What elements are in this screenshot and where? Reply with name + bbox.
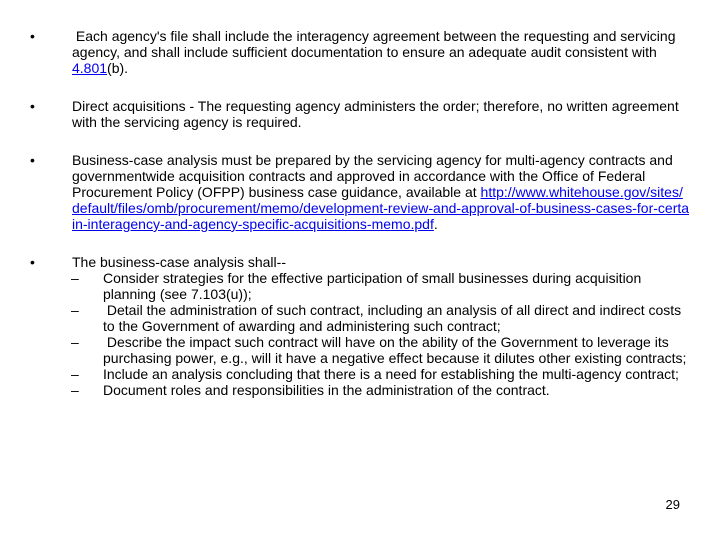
omb-memo-link[interactable]: http://www.whitehouse.gov/sites/default/files/omb/procurement/memo/development-review-and-approval-of-business-cases-for-certain-interagency-and-agency-specific-acquisitions-memo.pdf <box>72 184 690 232</box>
sub-item: – Consider strategies for the effective participation of small businesses during acquisition planning (see 7.103(u)); <box>71 270 642 302</box>
dash-marker: – <box>71 382 79 398</box>
bullet-marker: • <box>30 28 35 44</box>
bullet-direct-acquisitions <box>30 98 690 130</box>
bullet-marker: • <box>30 254 35 270</box>
sub-item: – Describe the impact such contract will have on the ability of the Government to leverage its purchasing power, e.g., will it have a negative effect because it dilutes other existing contracts; <box>71 334 687 366</box>
bullet-text: Direct acquisitions - The requesting agency administers the order; therefore, no written agreement with the servicing agency is required. <box>72 98 679 130</box>
bullet-text: Each agency's file shall include the interagency agreement between the requesting and servicing agency, and shall include sufficient documentation to ensure an adequate audit consistent with 4.801(b). <box>72 28 676 76</box>
bullet-intro: The business-case analysis shall-- <box>72 254 286 270</box>
sub-item: – Document roles and responsibilities in the administration of the contract. <box>71 382 550 398</box>
far-4-801-link[interactable]: 4.801 <box>72 60 108 76</box>
bullet-marker: • <box>30 98 35 114</box>
bullet-business-case <box>30 152 690 232</box>
bullet-analysis-requirements <box>30 254 690 398</box>
page-number: 29 <box>665 497 680 512</box>
dash-marker: – <box>71 334 79 350</box>
bullet-text: Business-case analysis must be prepared by the servicing agency for multi-agency contracts and governmentwide acquisition contracts and approved in accordance with the Office of Federal Procurement Policy (OFPP) business case guidance, available at http://www.whitehouse.gov/sites/default/files/omb/procurement/memo/development-review-and-approval-of-business-cases-for-certain-interagency-and-agency-specific-acquisitions-memo.pdf. <box>72 152 690 232</box>
sub-item: – Detail the administration of such contract, including an analysis of all direct and indirect costs to the Government of awarding and administering such contract; <box>71 302 682 334</box>
bullet-list <box>30 28 690 420</box>
dash-marker: – <box>71 302 79 318</box>
bullet-agency-file <box>30 28 690 76</box>
sub-item: – Include an analysis concluding that there is a need for establishing the multi-agency contract; <box>71 366 679 382</box>
dash-marker: – <box>71 366 79 382</box>
sub-list <box>72 270 690 398</box>
bullet-marker: • <box>30 152 35 168</box>
dash-marker: – <box>71 270 79 286</box>
